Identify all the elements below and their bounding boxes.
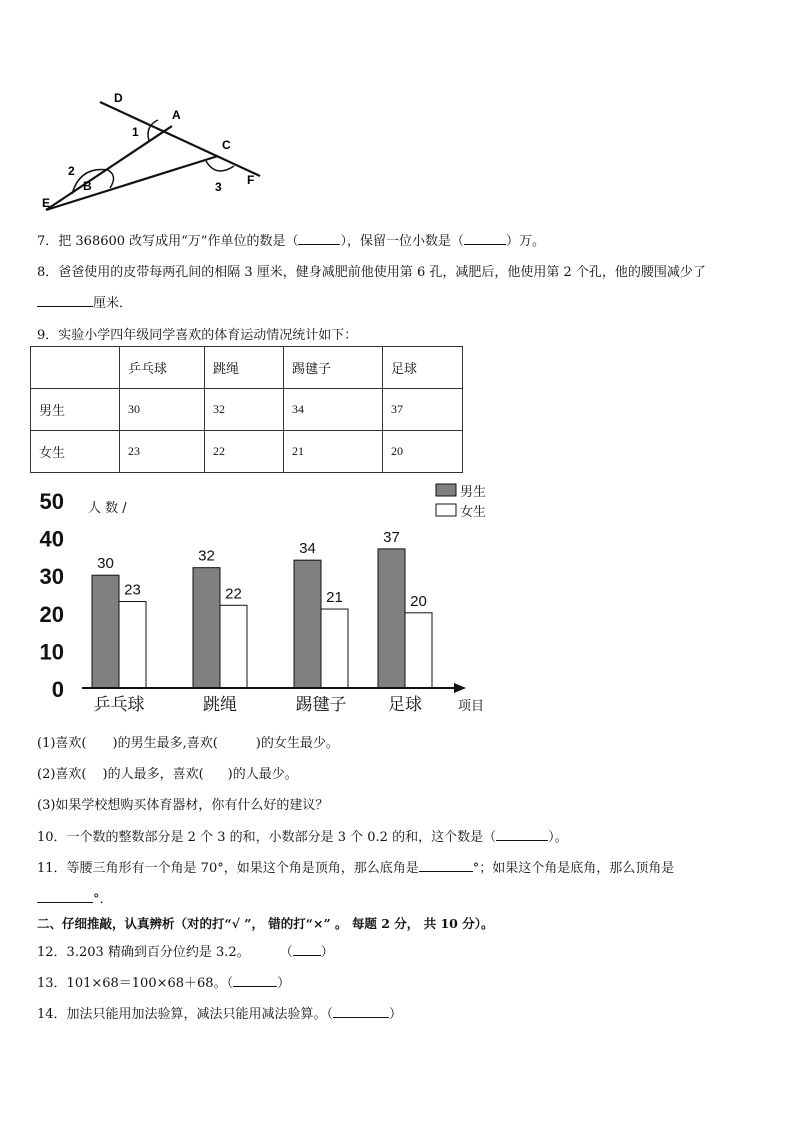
table-cell: 37 <box>383 389 463 431</box>
angle-label-2: 2 <box>68 164 75 178</box>
question-11-line2 <box>37 888 113 907</box>
q13-text: 13．101×68＝100×68＋68。（ <box>37 976 234 991</box>
table-header-cell <box>31 347 120 389</box>
question-7 <box>37 230 545 249</box>
data-label: 23 <box>124 581 141 599</box>
q7-suffix: ）万。 <box>505 234 545 249</box>
table-row <box>31 431 463 473</box>
y-tick-label: 0 <box>51 677 64 702</box>
y-tick-label: 50 <box>39 489 64 514</box>
point-label-c: C <box>222 138 231 152</box>
point-label-e: E <box>42 196 51 210</box>
y-axis-label: 人 数 / <box>88 501 127 516</box>
q12-text: 12．3.203 精确到百分位约是 3.2。 <box>37 945 250 960</box>
q11-blank-2[interactable] <box>37 890 93 903</box>
point-label-d: D <box>114 91 123 105</box>
table-cell: 30 <box>120 389 205 431</box>
x-tick-label: 乒乓球 <box>93 695 145 715</box>
y-tick-label: 20 <box>39 601 64 627</box>
q9-1-a: (1)喜欢( <box>37 736 87 751</box>
table-cell: 男生 <box>31 389 120 431</box>
table-cell: 32 <box>205 389 284 431</box>
bar-girls <box>405 613 432 688</box>
question-9-title: 9．实验小学四年级同学喜欢的体育运动情况统计如下： <box>37 328 358 343</box>
q7-blank-1[interactable] <box>298 232 340 245</box>
question-9-1 <box>37 732 339 751</box>
question-10 <box>37 826 568 845</box>
q11-text-b: °；如果这个角是底角，那么顶角是 <box>472 861 675 876</box>
table-header-cell: 跳绳 <box>205 347 284 389</box>
data-label: 21 <box>326 589 343 607</box>
y-tick-label: 10 <box>39 639 64 665</box>
legend-swatch-girls <box>436 504 456 516</box>
line-e-a <box>46 126 172 210</box>
legend-label: 女生 <box>460 505 487 520</box>
q7-mid: ），保留一位小数是（ <box>340 234 464 249</box>
point-label-a: A <box>172 108 181 122</box>
q10-prefix: 10．一个数的整数部分是 2 个 3 的和，小数部分是 3 个 0.2 的和，这个数是（ <box>37 830 497 845</box>
bar-boys <box>378 549 405 688</box>
q12-open: （ <box>279 945 293 960</box>
data-label: 37 <box>383 528 400 546</box>
bar-girls <box>321 609 348 688</box>
x-tick-label: 跳绳 <box>203 695 237 715</box>
table-cell: 23 <box>120 431 205 473</box>
q11-suffix: °． <box>93 892 113 907</box>
x-axis-label: 项目 <box>458 699 485 714</box>
q14-text: 14．加法只能用加法验算，减法只能用减法验算。（ <box>37 1007 334 1022</box>
question-8-line2 <box>37 292 132 311</box>
q14-blank[interactable] <box>333 1005 389 1018</box>
y-tick-label: 30 <box>39 564 64 590</box>
q8-suffix: 厘米． <box>93 296 133 311</box>
table-row <box>31 389 463 431</box>
q9-2-b: )的人最多，喜欢( <box>102 767 204 782</box>
legend-swatch-boys <box>436 484 456 496</box>
table-cell: 22 <box>205 431 284 473</box>
q13-blank[interactable] <box>233 974 277 987</box>
legend-label: 男生 <box>460 485 487 500</box>
q12-blank[interactable] <box>293 943 321 956</box>
table-header-row <box>31 347 463 389</box>
question-12 <box>37 941 334 960</box>
bar-boys <box>294 560 321 688</box>
table-cell: 21 <box>284 431 383 473</box>
question-8: 8．爸爸使用的皮带每两孔间的相隔 3 厘米，健身减肥前他使用第 6 孔，减肥后，他使用第 2 个孔，他的腰围减少了 <box>37 265 706 280</box>
stats-table <box>30 346 463 473</box>
data-label: 20 <box>410 592 427 610</box>
question-14 <box>37 1003 402 1022</box>
table-cell: 女生 <box>31 431 120 473</box>
q9-2-c: )的人最少。 <box>227 767 298 782</box>
bar-girls <box>220 605 247 688</box>
q12-close: ） <box>320 945 334 960</box>
table-cell: 20 <box>383 431 463 473</box>
question-11 <box>37 857 674 876</box>
q7-blank-2[interactable] <box>464 232 506 245</box>
point-label-b: B <box>83 179 92 193</box>
bar-chart <box>30 478 500 724</box>
x-tick-label: 足球 <box>388 695 422 715</box>
question-13 <box>37 972 290 991</box>
q9-2-a: (2)喜欢( <box>37 767 87 782</box>
data-label: 34 <box>299 540 316 558</box>
q13-close: ） <box>277 976 291 991</box>
table-header-cell: 足球 <box>383 347 463 389</box>
x-tick-label: 踢毽子 <box>295 695 347 715</box>
angle-label-1: 1 <box>132 125 139 139</box>
point-label-f: F <box>247 173 255 187</box>
bar-boys <box>193 568 220 688</box>
q10-blank[interactable] <box>496 828 548 841</box>
q9-1-b: )的男生最多,喜欢( <box>112 736 218 751</box>
question-9-3: (3)如果学校想购买体育器材，你有什么好的建议？ <box>37 798 329 813</box>
y-tick-label: 40 <box>39 526 64 552</box>
q14-close: ） <box>389 1007 403 1022</box>
q10-suffix: ）。 <box>548 830 568 845</box>
table-header-cell: 乒乓球 <box>120 347 205 389</box>
table-cell: 34 <box>284 389 383 431</box>
angle-figure <box>36 86 276 216</box>
q9-1-c: )的女生最少。 <box>255 736 339 751</box>
section-2-heading: 二、仔细推敲，认真辨析（对的打“√ ”， 错的打“×” 。 每题 2 分， 共 10 分）。 <box>37 916 494 931</box>
data-label: 32 <box>198 547 215 565</box>
data-label: 30 <box>97 555 114 573</box>
question-9-2 <box>37 763 298 782</box>
q7-prefix: 7．把 368600 改写成用“万”作单位的数是（ <box>37 234 299 249</box>
q11-blank-1[interactable] <box>419 859 473 872</box>
data-label: 22 <box>225 585 242 603</box>
angle-label-3: 3 <box>215 180 222 194</box>
table-header-cell: 踢毽子 <box>284 347 383 389</box>
x-axis-arrow <box>454 683 466 693</box>
bar-boys <box>92 575 119 688</box>
q8-blank[interactable] <box>37 294 93 307</box>
bar-girls <box>119 602 146 688</box>
q11-text-a: 11．等腰三角形有一个角是 70°，如果这个角是顶角，那么底角是 <box>37 861 419 876</box>
